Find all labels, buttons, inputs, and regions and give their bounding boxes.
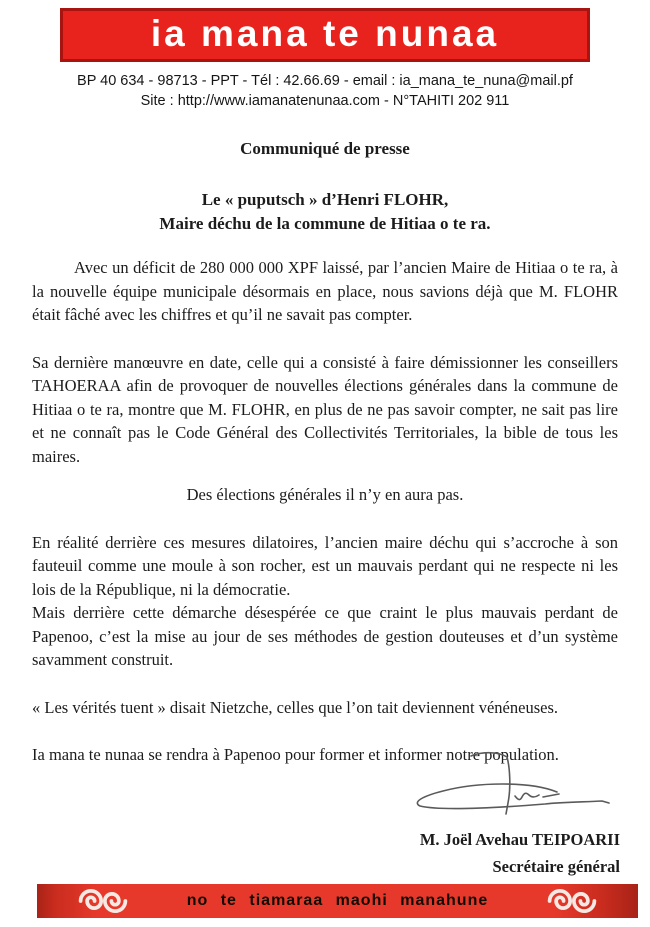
contact-line-2: Site : http://www.iamanatenunaa.com - N°TAHITI 202 911	[140, 93, 510, 109]
footer-banner	[37, 884, 638, 918]
document-body	[0, 139, 650, 767]
party-logo-text: ia mana te nunaa	[150, 12, 500, 54]
party-logo-banner	[60, 8, 590, 62]
signatory-role: Secrétaire général	[492, 857, 620, 876]
paragraph-elections-centered: Des élections générales il n’y en aura pas.	[186, 485, 464, 504]
signatory-name: M. Joël Avehau TEIPOARII	[419, 830, 620, 849]
paragraph-deficit: Avec un déficit de 280 000 000 XPF laissé, par l’ancien Maire de Hitiaa o te ra, à la nouvelle équipe municipale désormais en place, nous savions déjà que M. FLOHR était fâché avec les chiffres et qu’il ne savait pas compter.	[32, 258, 618, 324]
double-spiral-motif-icon	[75, 887, 131, 915]
footer-slogan: no te tiamaraa maohi manahune	[186, 892, 489, 909]
paragraph-demarche: Mais derrière cette démarche désespérée ce que craint le plus mauvais perdant de Papenoo, c’est la mise au jour de ses méthodes de gestion douteuses et d’un système savamment construit.	[32, 603, 618, 669]
title-line-1: Le « puputsch » d’Henri FLOHR,	[201, 190, 449, 209]
paragraph-quote: « Les vérités tuent » disait Nietzche, celles que l’on tait deviennent vénéneuses.	[32, 697, 558, 717]
title-line-2: Maire déchu de la commune de Hitiaa o te ra.	[159, 213, 491, 233]
contact-line-1: BP 40 634 - 98713 - PPT - Tél : 42.66.69 - email : ia_mana_te_nuna@mail.pf	[77, 73, 573, 89]
document-kicker: Communiqué de presse	[240, 139, 410, 158]
paragraph-manoeuvre: Sa dernière manœuvre en date, celle qui a consisté à faire démissionner les conseillers TAHOERAA afin de provoquer de nouvelles élections générales dans la commune de Hitiaa o te ra, montre que M. FLOHR, en plus de ne pas savoir compter, ne sait pas lire et ne connaît pas le Code Général des Collectivités Territoriales, la bible de tous les maires.	[32, 352, 618, 466]
signatory-block	[420, 826, 620, 880]
header	[0, 8, 650, 111]
double-spiral-motif-icon	[544, 887, 600, 915]
document-title	[0, 188, 650, 235]
paragraph-realite: En réalité derrière ces mesures dilatoires, l’ancien maire déchu qui s’accroche à son fauteuil comme une moule à son rocher, est un mauvais perdant qui ne respecte ni les lois de la République, ni la démocratie.	[32, 532, 618, 599]
paragraph-closing: Ia mana te nunaa se rendra à Papenoo pour former et informer notre population.	[32, 745, 559, 764]
handwritten-signature-icon	[405, 748, 615, 818]
